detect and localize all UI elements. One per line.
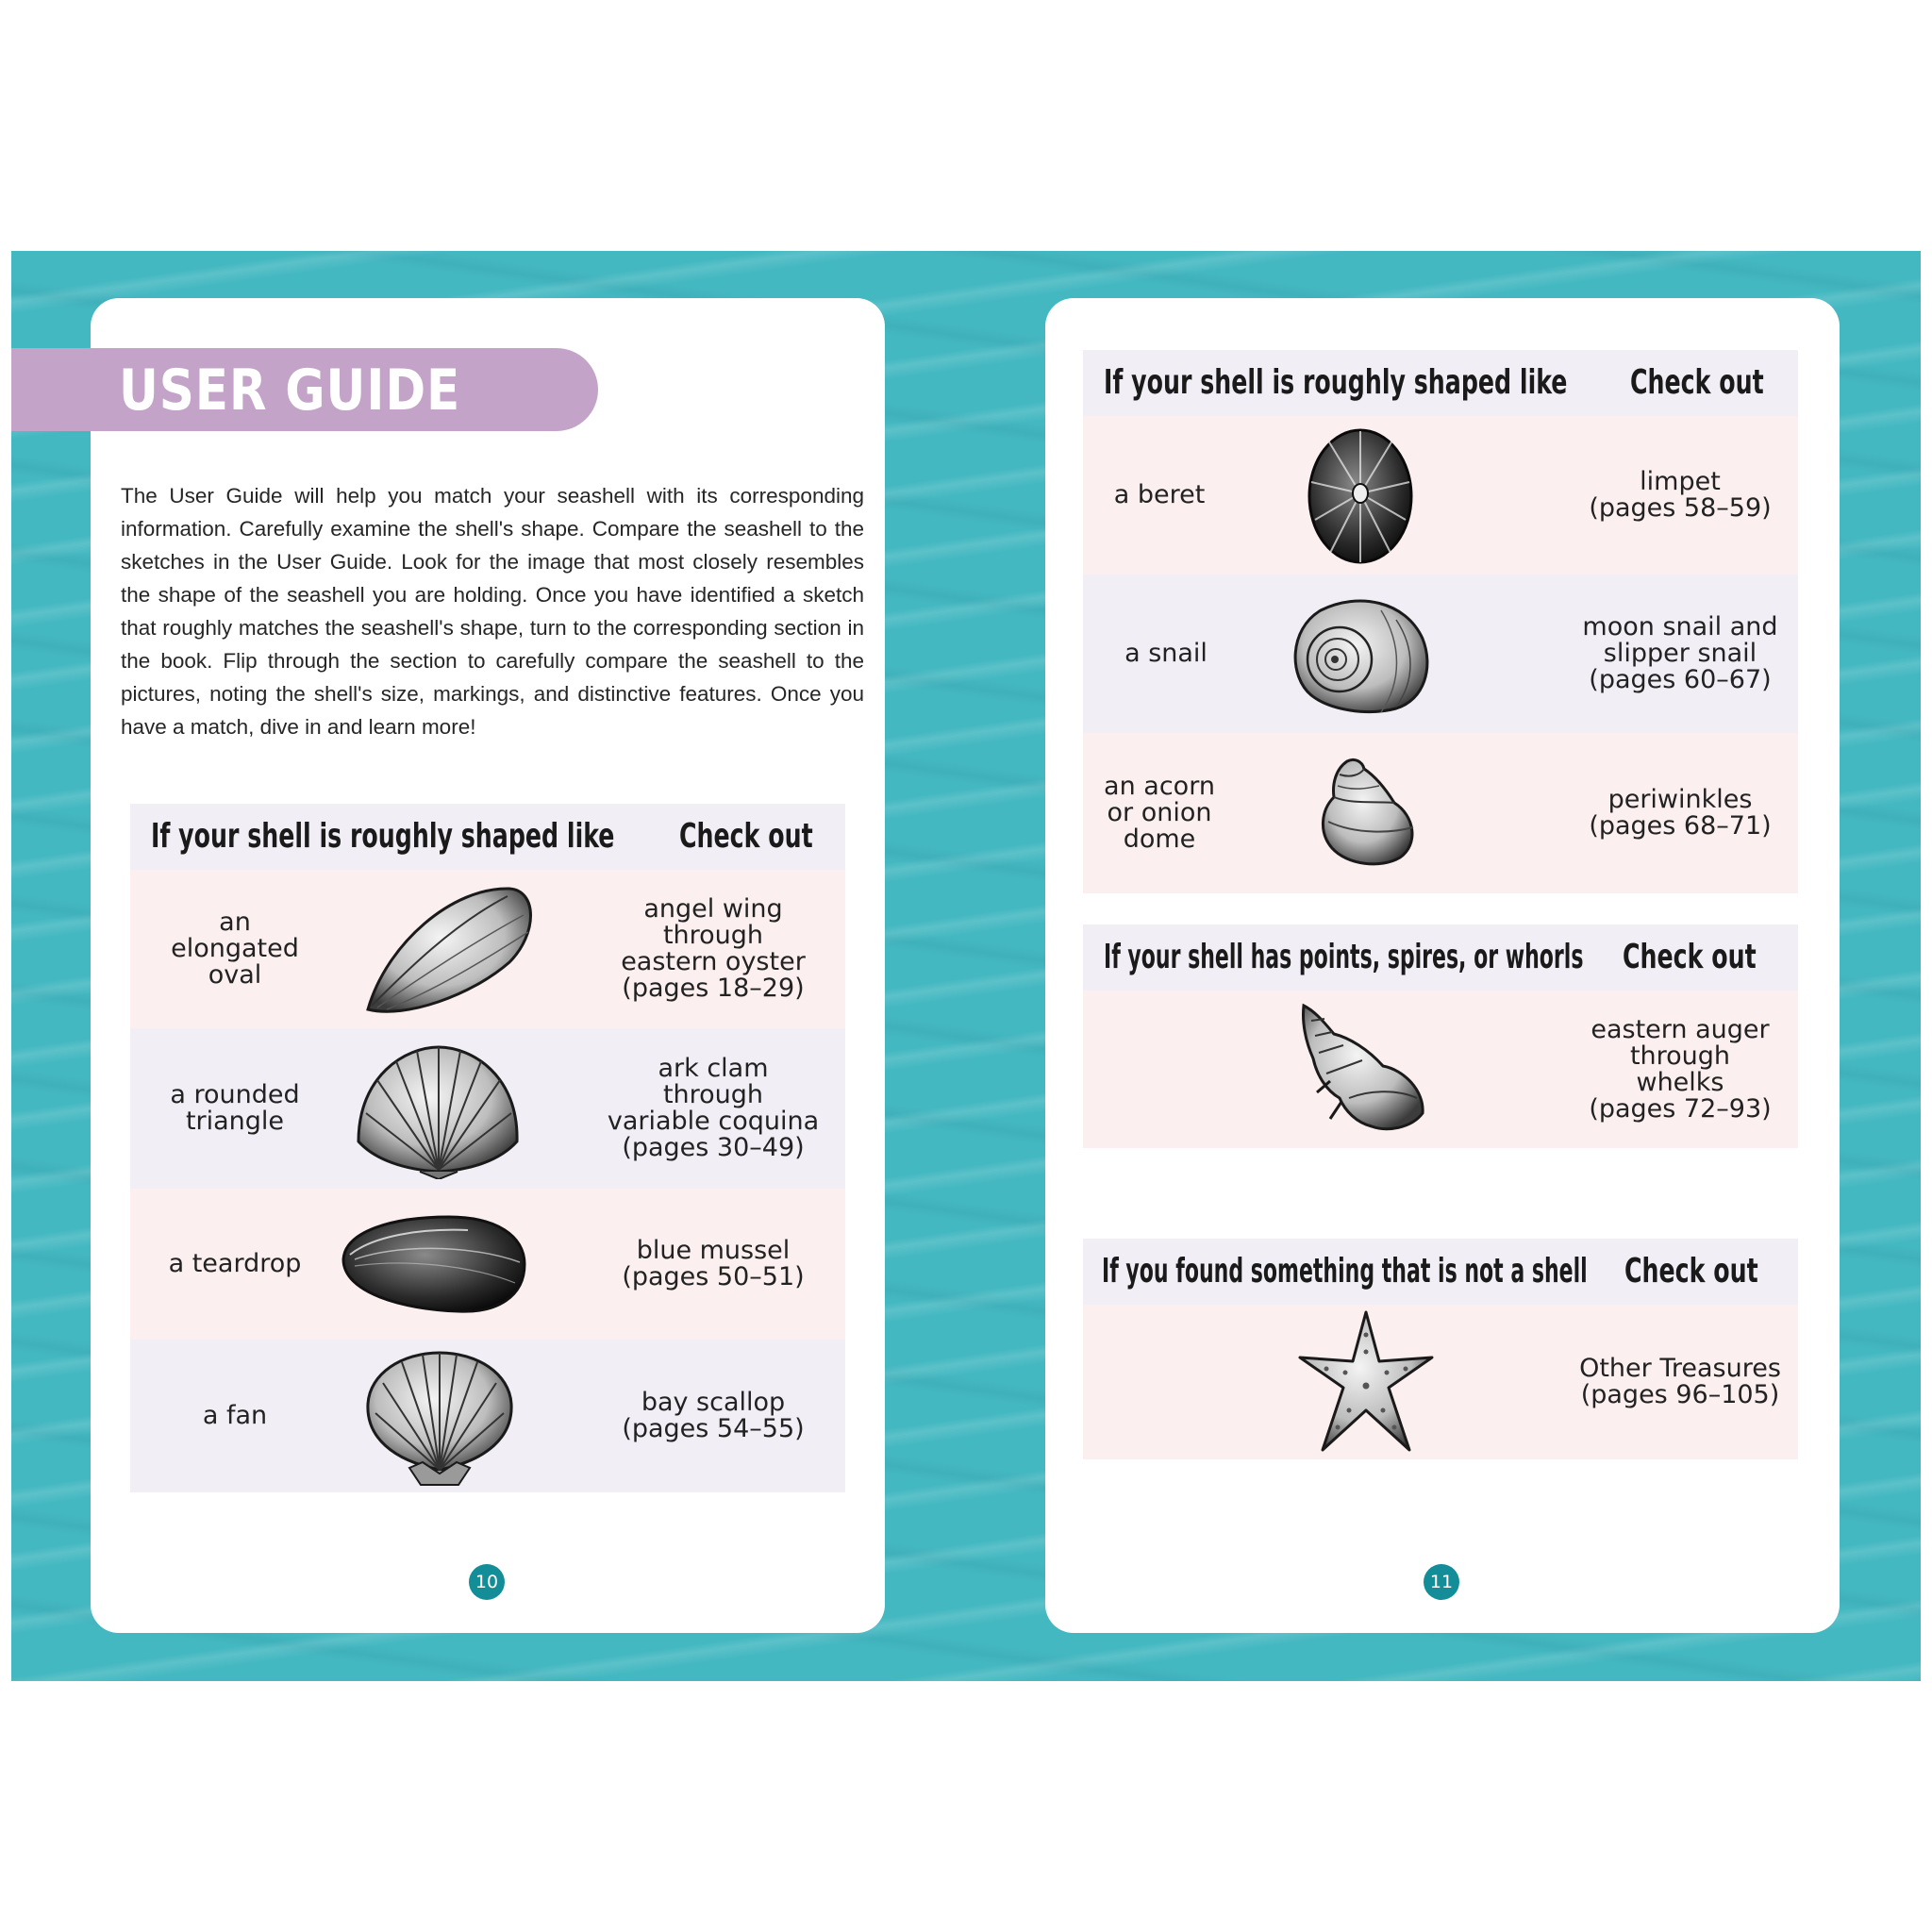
- check-out-text: periwinkles (pages 68–71): [1589, 785, 1772, 841]
- shape-description: a fan: [202, 1401, 268, 1430]
- whelk-shell-icon: [1292, 1000, 1434, 1134]
- header-check-label: Check out: [1623, 938, 1757, 976]
- table-row: [1083, 416, 1798, 575]
- shape-table-right: [1083, 350, 1798, 893]
- rounded-triangle-shell-icon: [340, 1038, 538, 1179]
- table-row: [130, 1189, 845, 1340]
- check-out-text: eastern auger through whelks (pages 72–93): [1589, 1014, 1772, 1124]
- page-number: 10: [469, 1564, 505, 1600]
- header-check-label: Check out: [1630, 363, 1764, 402]
- shape-description: a snail: [1124, 639, 1208, 668]
- table-row: [130, 870, 845, 1028]
- check-out-text: Other Treasures (pages 96–105): [1579, 1354, 1781, 1409]
- elongated-oval-shell-icon: [349, 877, 538, 1021]
- header-shape-label: If you found something that is not a shell: [1102, 1252, 1588, 1291]
- check-out-text: bay scallop (pages 54–55): [622, 1388, 805, 1443]
- header-check-label: Check out: [1624, 1252, 1758, 1291]
- check-out-text: moon snail and slipper snail (pages 60–67): [1582, 612, 1778, 694]
- starfish-icon: [1292, 1307, 1440, 1457]
- table-row: [1083, 991, 1798, 1148]
- table-header: [1083, 350, 1798, 416]
- header-shape-label: If your shell has points, spires, or whorls: [1104, 938, 1584, 976]
- header-shape-label: If your shell is roughly shaped like: [1104, 363, 1568, 402]
- periwinkle-shell-icon: [1309, 754, 1423, 867]
- shape-description: an elongated oval: [171, 908, 299, 990]
- table-header: [1083, 1239, 1798, 1305]
- points-spires-table: [1083, 924, 1798, 1148]
- user-guide-banner: [11, 348, 598, 431]
- shape-description: a beret: [1113, 480, 1206, 509]
- snail-shell-icon: [1283, 591, 1434, 718]
- page-title: USER GUIDE: [119, 358, 461, 424]
- shape-description: an acorn or onion dome: [1104, 772, 1215, 854]
- limpet-shell-icon: [1302, 425, 1419, 567]
- table-row: [1083, 733, 1798, 893]
- check-out-text: blue mussel (pages 50–51): [622, 1236, 805, 1291]
- shape-description: [1083, 1305, 1236, 1459]
- shape-description: a teardrop: [168, 1249, 302, 1278]
- intro-paragraph: The User Guide will help you match your seashell with its corresponding information. Carefully examine the shell's shape. Compare the seashell to the sketches in the User Guide. Look for the image that most closely resembles the shape of the seashell you are holding. Once you have identified a sketch that roughly matches the seashell's shape, turn to the corresponding section in the book. Flip through the section to carefully compare the seashell to the pictures, noting the shell's size, markings, and distinctive features. Once you have a match, dive in and learn more!: [121, 484, 864, 739]
- page-number: 11: [1424, 1564, 1459, 1600]
- table-row: [130, 1028, 845, 1189]
- check-out-text: ark clam through variable coquina (pages 30–49): [607, 1054, 820, 1162]
- table-row: [130, 1340, 845, 1492]
- shape-description: a rounded triangle: [170, 1080, 300, 1136]
- table-header: [130, 804, 845, 870]
- shape-description: [1083, 991, 1236, 1148]
- fan-scallop-icon: [355, 1347, 525, 1489]
- check-out-text: angel wing through eastern oyster (pages 18–29): [621, 894, 806, 1003]
- table-header: [1083, 924, 1798, 991]
- not-a-shell-table: [1083, 1239, 1798, 1459]
- shape-table-left: [130, 804, 845, 1492]
- table-row: [1083, 575, 1798, 733]
- teardrop-mussel-icon: [336, 1208, 534, 1321]
- header-check-label: Check out: [679, 817, 813, 856]
- table-row: [1083, 1305, 1798, 1459]
- header-shape-label: If your shell is roughly shaped like: [151, 817, 615, 856]
- check-out-text: limpet (pages 58–59): [1589, 467, 1772, 523]
